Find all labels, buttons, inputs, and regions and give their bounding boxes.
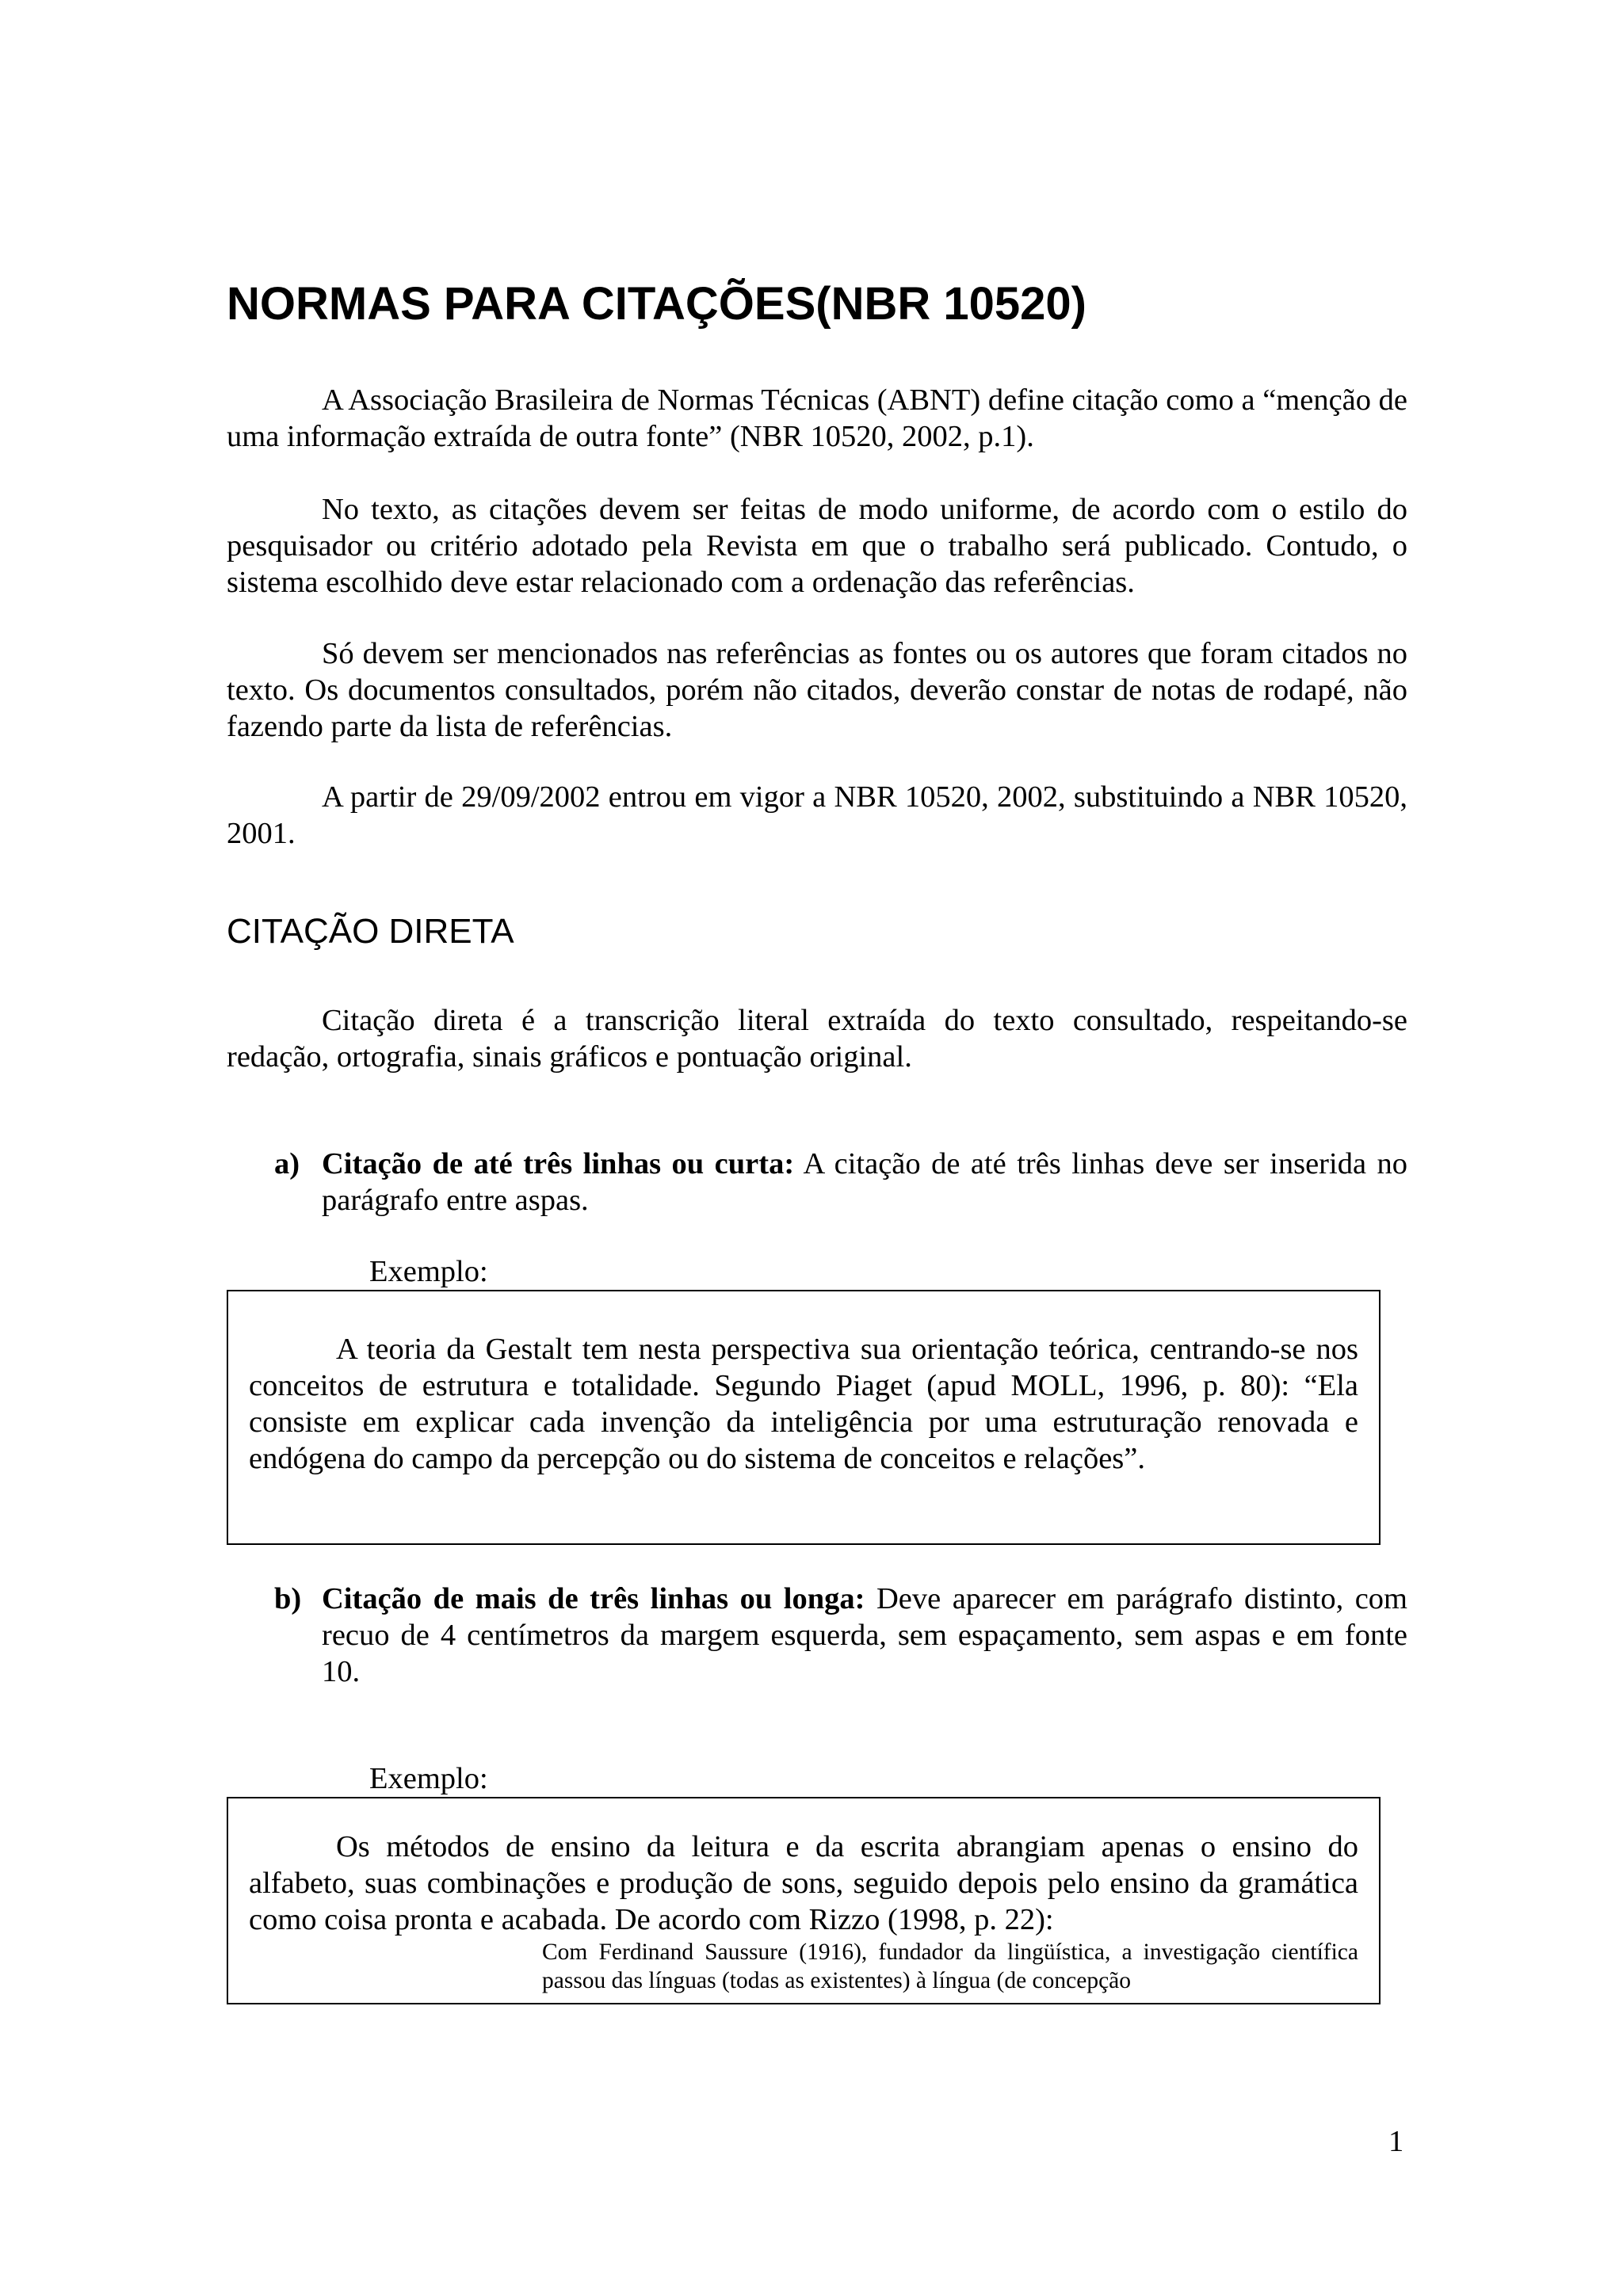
list-marker-b: b) [274, 1582, 302, 1615]
page-title: NORMAS PARA CITAÇÕES(NBR 10520) [227, 278, 1086, 330]
list-item-a-term: Citação de até três linhas ou curta: [322, 1147, 795, 1180]
example-text-a: A teoria da Gestalt tem nesta perspectiva sua orientação teórica, centrando-se nos conceitos de estrutura e totalidade. Segundo Piaget (apud MOLL, 1996, p. 80): “Ela consiste em explicar cada invenção da inteligência por uma estruturação renovada e endógena do campo da percepção ou do sistema de conceitos e relações”. [249, 1333, 1358, 1475]
example-box-b [227, 1797, 1381, 2004]
list-marker-a: a) [274, 1147, 300, 1180]
intro-paragraph-3: Só devem ser mencionados nas referências as fontes ou os autores que foram citados no texto. Os documentos consultados, porém não citados, deverão constar de notas de rodapé, não fazendo parte da lista de referências. [227, 637, 1407, 743]
list-item-a-description: A citação de até três linhas deve ser inserida no parágrafo entre aspas. [322, 1147, 1408, 1217]
list-item-a [274, 1146, 1407, 1219]
list-item-b-description: Deve aparecer em parágrafo distinto, com recuo de 4 centímetros da margem esquerda, sem espaçamento, sem aspas e em fonte 10. [322, 1582, 1407, 1688]
section-heading-citacao-direta: CITAÇÃO DIRETA [227, 912, 514, 951]
list-item-a-body [322, 1146, 1407, 1219]
example-text-b: Os métodos de ensino da leitura e da escrita abrangiam apenas o ensino do alfabeto, suas combinações e produção de sons, seguido depois pelo ensino da gramática como coisa pronta e acabada. De acordo com Rizzo (1998, p. 22): [249, 1830, 1358, 1936]
page-number: 1 [1388, 2125, 1404, 2158]
example-label-a: Exemplo: [369, 1255, 488, 1288]
intro-paragraph-1: A Associação Brasileira de Normas Técnicas (ABNT) define citação como a “menção de uma informação extraída de outra fonte” (NBR 10520, 2002, p.1). [227, 383, 1407, 453]
example-box-a [227, 1290, 1381, 1545]
long-quote-b: Com Ferdinand Saussure (1916), fundador da lingüística, a investigação científica passou das línguas (todas as existentes) à língua (de concepção [542, 1939, 1358, 1993]
intro-paragraph-2: No texto, as citações devem ser feitas de modo uniforme, de acordo com o estilo do pesquisador ou critério adotado pela Revista em que o trabalho será publicado. Contudo, o sistema escolhido deve estar relacionado com a ordenação das referências. [227, 493, 1407, 599]
list-item-b [274, 1581, 1407, 1690]
section-paragraph: Citação direta é a transcrição literal extraída do texto consultado, respeitando-se redação, ortografia, sinais gráficos e pontuação original. [227, 1004, 1407, 1074]
list-item-b-body [322, 1581, 1407, 1690]
intro-paragraph-4: A partir de 29/09/2002 entrou em vigor a NBR 10520, 2002, substituindo a NBR 10520, 2001. [227, 780, 1407, 850]
example-label-b: Exemplo: [369, 1762, 488, 1795]
list-item-b-term: Citação de mais de três linhas ou longa: [322, 1582, 865, 1615]
